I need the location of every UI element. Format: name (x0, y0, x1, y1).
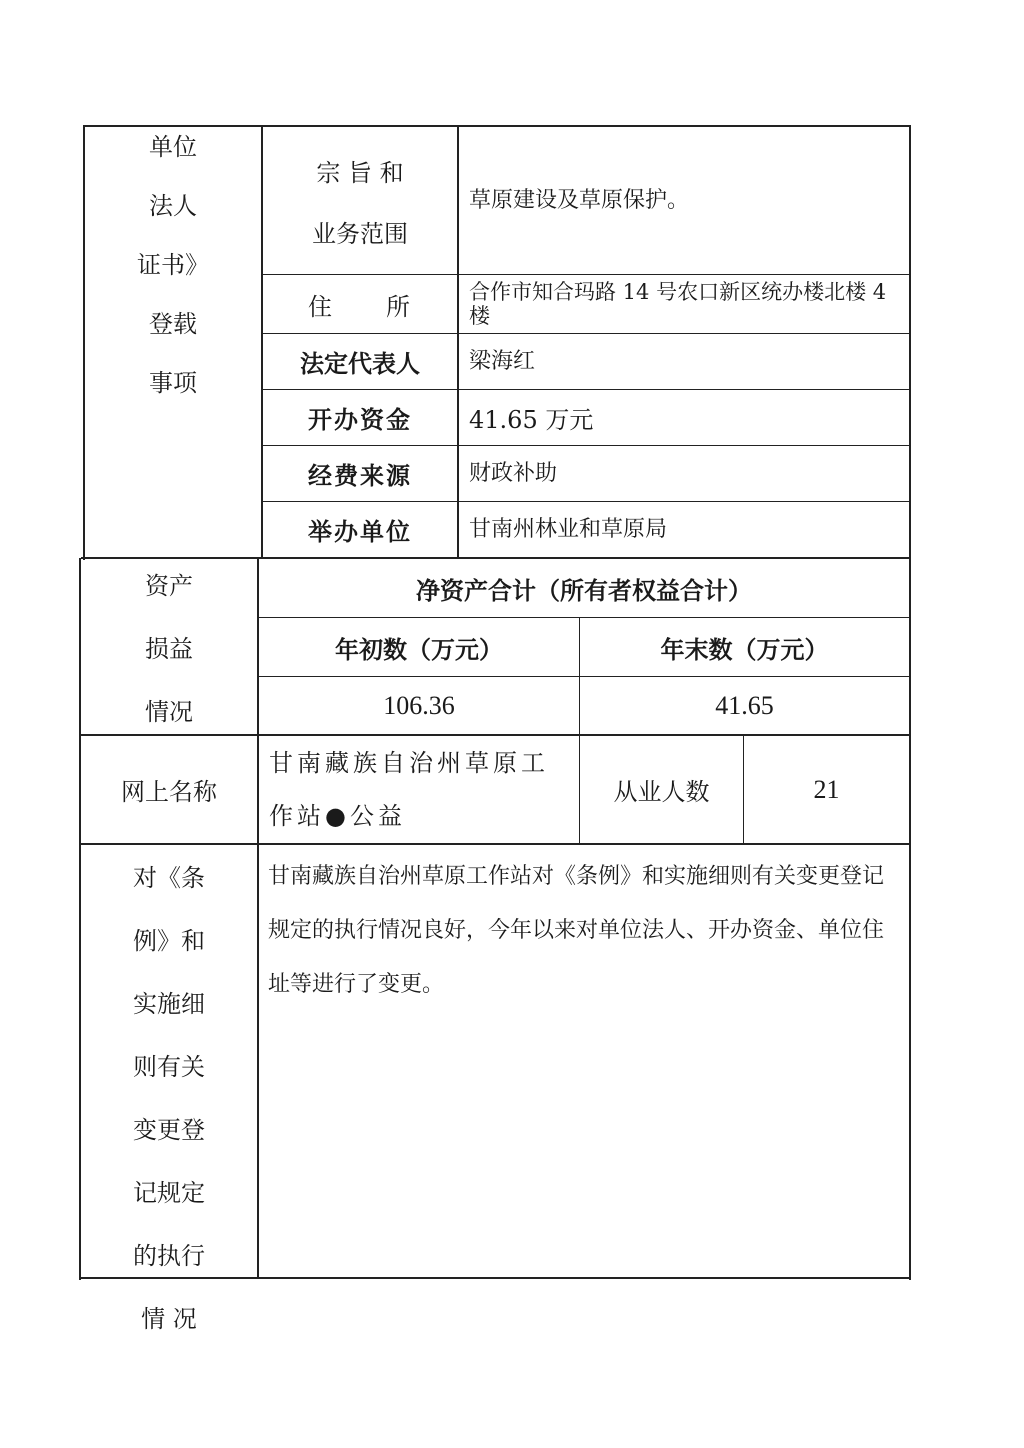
capital-value: 41.65 万元 (469, 406, 594, 434)
online-name-value (259, 736, 579, 843)
address-text: 合作市知合玛路 14 号农口新区统办楼北楼 4 楼 (469, 280, 887, 328)
assets-side-label (81, 559, 257, 734)
staff-count-value: 21 (813, 774, 840, 804)
assets-side-label-line: 损益 (145, 635, 193, 663)
staff-count-label: 从业人数 (613, 778, 710, 806)
compliance-label-line: 实施细 (133, 990, 205, 1018)
side-label-line: 证书》 (137, 250, 209, 279)
registration-side-label (85, 127, 261, 397)
purpose-label-line: 业务范围 (312, 219, 408, 248)
legal-rep-label: 法定代表人 (300, 349, 420, 378)
sponsor-label: 举办单位 (308, 517, 412, 546)
begin-of-year-value: 106.36 (383, 690, 455, 720)
side-label-line: 事项 (149, 368, 197, 397)
side-label-line: 登载 (149, 309, 197, 338)
online-name-text: 甘南藏族自治州草原工作站●公益 (269, 748, 549, 830)
compliance-label-line: 情 况 (141, 1305, 197, 1333)
assets-side-label-line: 情况 (145, 698, 193, 726)
funding-source-value: 财政补助 (469, 460, 558, 486)
table-border-right (909, 125, 911, 1280)
assets-side-label-line: 资产 (145, 572, 193, 600)
net-assets-header: 净资产合计（所有者权益合计） (416, 575, 752, 605)
compliance-label-line: 则有关 (133, 1053, 205, 1081)
online-name-label: 网上名称 (121, 778, 217, 806)
end-of-year-value: 41.65 (715, 690, 774, 720)
purpose-value: 草原建设及草原保护。 (469, 187, 690, 213)
purpose-label-line: 宗 旨 和 (316, 158, 404, 187)
begin-of-year-header: 年初数（万元） (335, 634, 503, 664)
address-label: 住 所 (308, 292, 412, 321)
compliance-text: 甘南藏族自治州草原工作站对《条例》和实施细则有关变更登记规定的执行情况良好，今年以来对单位法人、开办资金、单位住址等进行了变更。 (268, 864, 885, 997)
compliance-label-line: 记规定 (133, 1179, 205, 1207)
purpose-label (263, 127, 457, 274)
compliance-side-label (81, 845, 257, 1333)
sponsor-value: 甘南州林业和草原局 (469, 516, 668, 542)
capital-label: 开办资金 (308, 405, 412, 434)
side-label-line: 单位 (149, 132, 197, 161)
address-value (459, 275, 909, 333)
funding-source-label: 经费来源 (308, 461, 412, 490)
compliance-label-line: 变更登 (133, 1116, 205, 1144)
end-of-year-header: 年末数（万元） (660, 634, 829, 664)
compliance-label-line: 对《条 (133, 864, 205, 892)
legal-rep-value: 梁海红 (469, 348, 536, 374)
compliance-label-line: 的执行 (133, 1242, 205, 1270)
side-label-line: 法人 (149, 191, 197, 220)
compliance-label-line: 例》和 (133, 927, 205, 955)
